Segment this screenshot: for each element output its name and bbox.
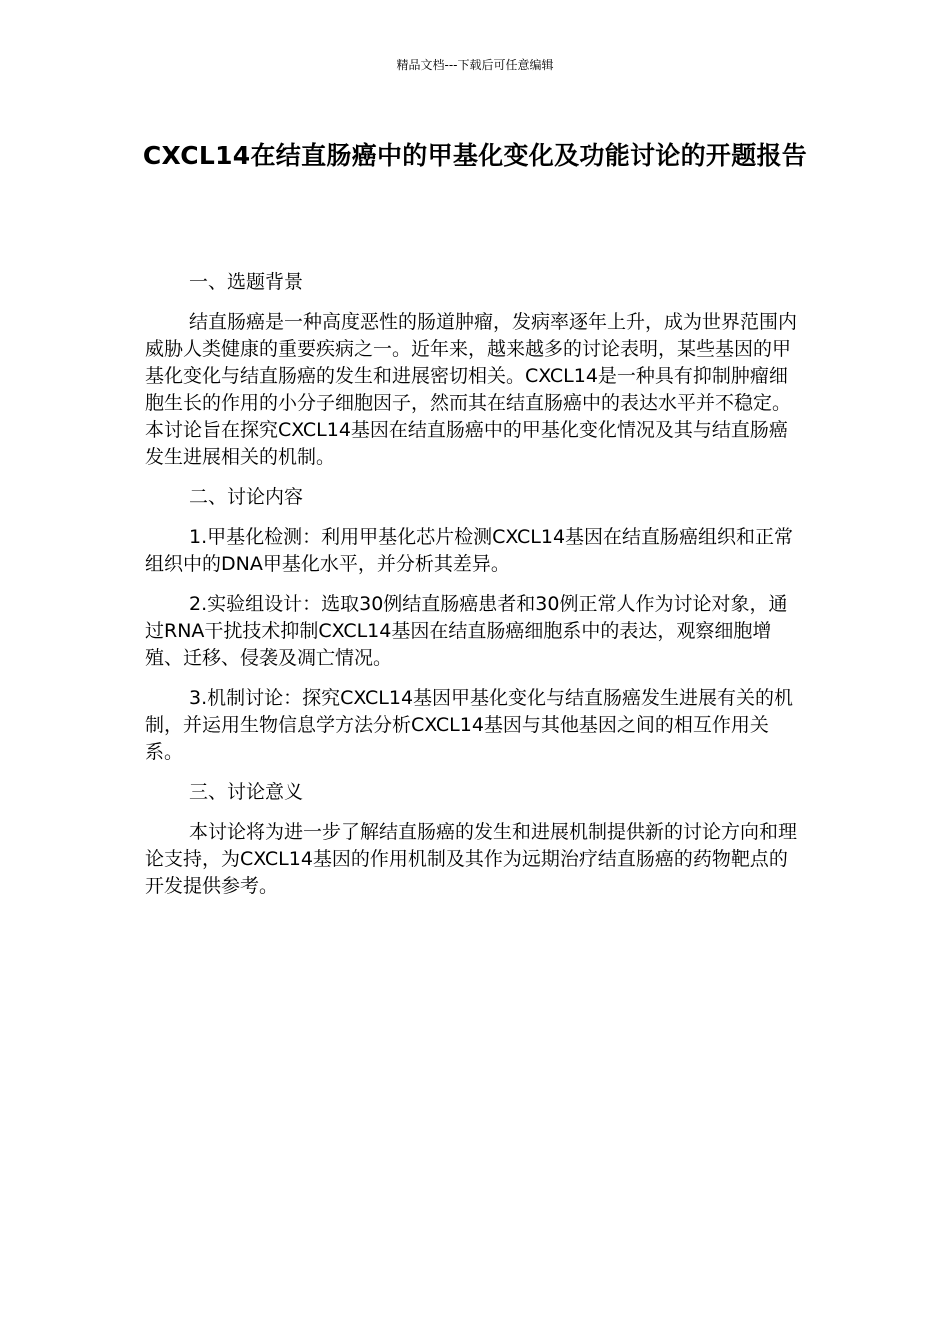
paragraph: 3.机制讨论：探究CXCL14基因甲基化变化与结直肠癌发生进展有关的机制，并运用生物信息学方法分析CXCL14基因与其他基因之间的相互作用关系。 xyxy=(145,687,794,763)
section-heading: 一、选题背景 xyxy=(189,271,304,293)
document-title: CXCL14在结直肠癌中的甲基化变化及功能讨论的开题报告 xyxy=(142,141,808,170)
paragraph: 本讨论将为进一步了解结直肠癌的发生和进展机制提供新的讨论方向和理论支持，为CXCL14基因的作用机制及其作为远期治疗结直肠癌的药物靶点的开发提供参考。 xyxy=(145,821,798,897)
paragraph: 1.甲基化检测：利用甲基化芯片检测CXCL14基因在结直肠癌组织和正常组织中的DNA甲基化水平，并分析其差异。 xyxy=(145,526,794,575)
document-body xyxy=(145,269,805,913)
paragraph: 2.实验组设计：选取30例结直肠癌患者和30例正常人作为讨论对象，通过RNA干扰技术抑制CXCL14基因在结直肠癌细胞系中的表达，观察细胞增殖、迁移、侵袭及凋亡情况。 xyxy=(145,593,788,669)
section-significance xyxy=(145,779,805,900)
section-heading: 三、讨论意义 xyxy=(189,781,304,803)
section-background xyxy=(145,269,805,471)
page-header-note: 精品文档---下载后可任意编辑 xyxy=(396,58,554,72)
section-content xyxy=(145,484,805,766)
paragraph: 结直肠癌是一种高度恶性的肠道肿瘤，发病率逐年上升，成为世界范围内威胁人类健康的重要疾病之一。近年来，越来越多的讨论表明，某些基因的甲基化变化与结直肠癌的发生和进展密切相关。CXCL14是一种具有抑制肿瘤细胞生长的作用的小分子细胞因子，然而其在结直肠癌中的表达水平并不稳定。本讨论旨在探究CXCL14基因在结直肠癌中的甲基化变化情况及其与结直肠癌发生进展相关的机制。 xyxy=(145,311,798,468)
section-heading: 二、讨论内容 xyxy=(189,486,304,508)
